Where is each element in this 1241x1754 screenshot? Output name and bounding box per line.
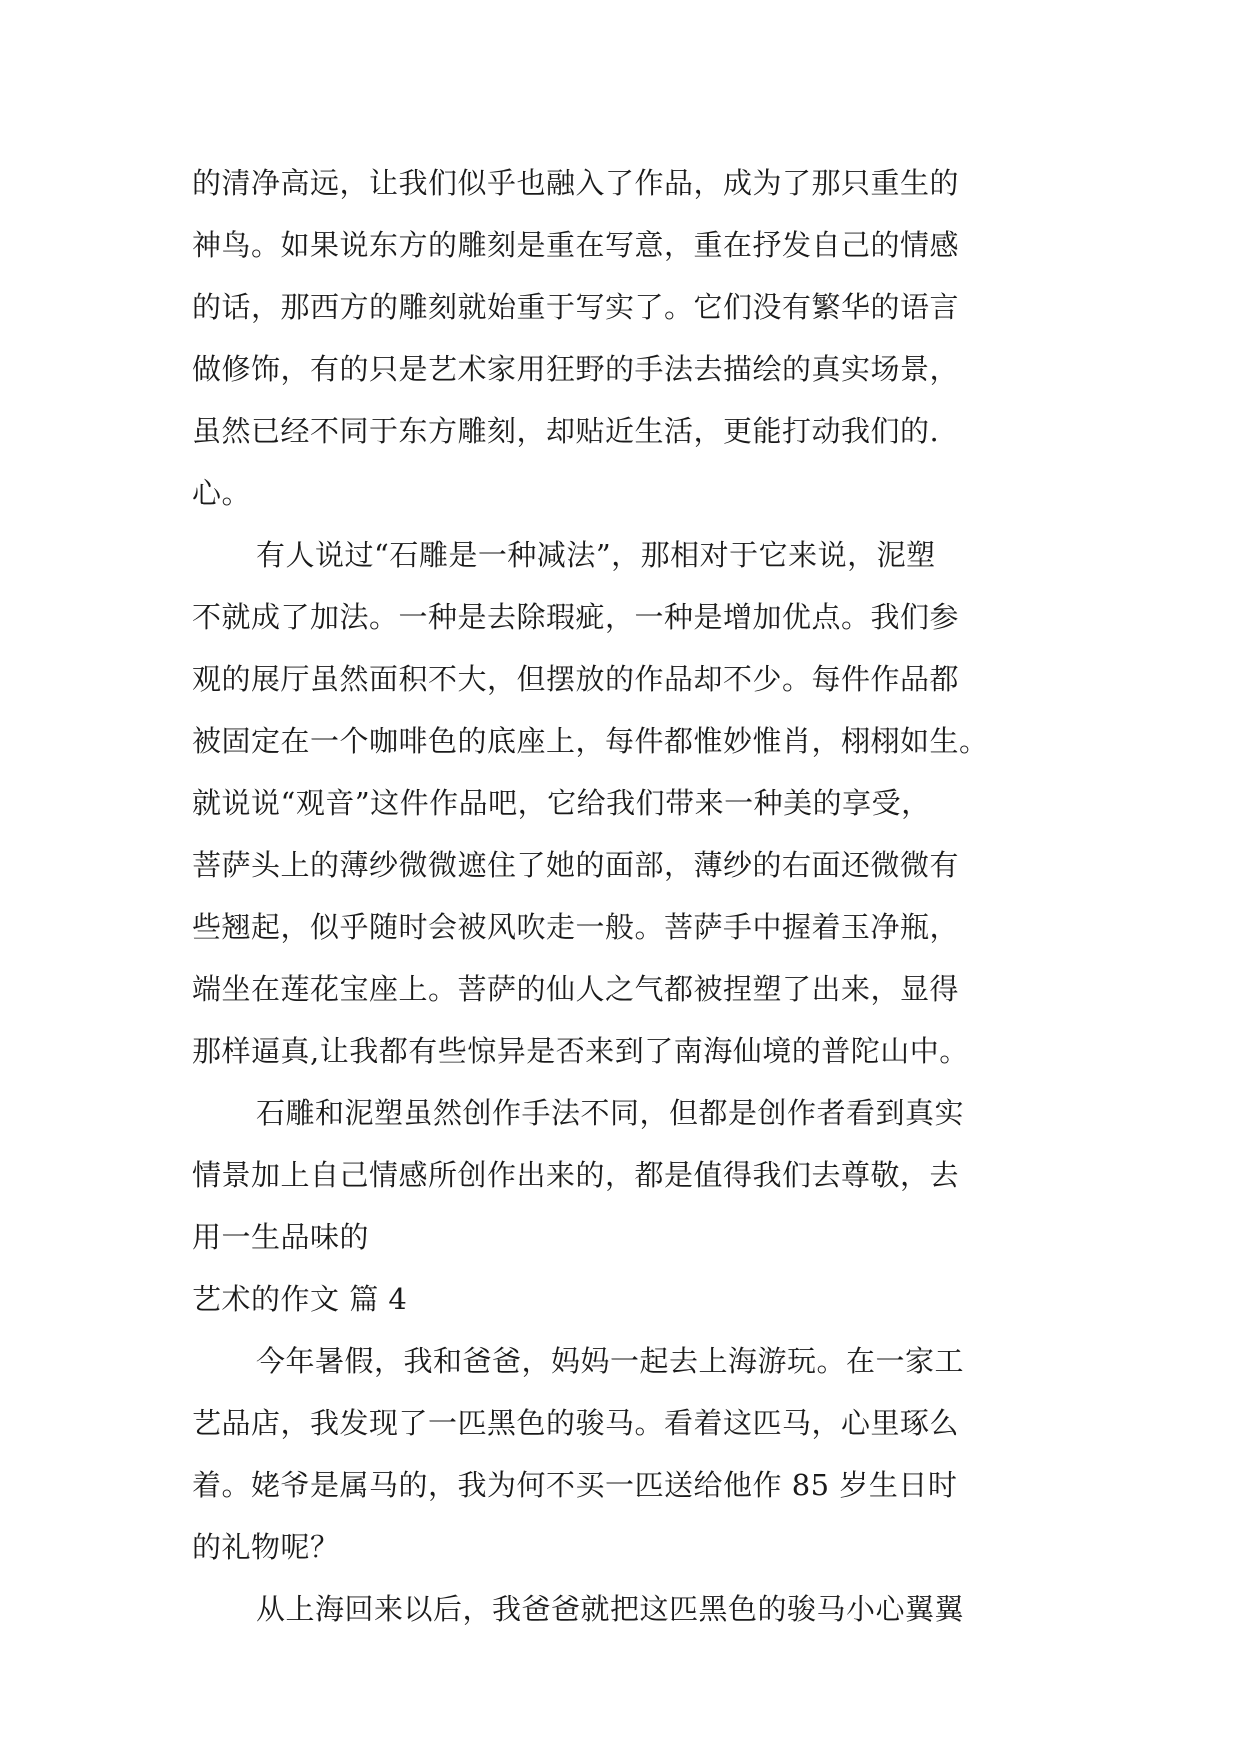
text-line: 不就成了加法。一种是去除瑕疵，一种是增加优点。我们参	[192, 600, 960, 634]
text-line: 情景加上自己情感所创作出来的，都是值得我们去尊敬，去	[192, 1158, 960, 1192]
text-line: 从上海回来以后，我爸爸就把这匹黑色的骏马小心翼翼	[256, 1592, 965, 1626]
text-line: 就说说“观音”这件作品吧，它给我们带来一种美的享受，	[192, 786, 931, 820]
text-line: 有人说过“石雕是一种减法”，那相对于它来说，泥塑	[256, 538, 936, 572]
text-line: 的清净高远，让我们似乎也融入了作品，成为了那只重生的	[192, 166, 960, 200]
text-line: 艺品店，我发现了一匹黑色的骏马。看着这匹马，心里琢么	[192, 1406, 960, 1440]
text-line: 神鸟。如果说东方的雕刻是重在写意，重在抒发自己的情感	[192, 228, 960, 262]
text-line: 虽然已经不同于东方雕刻，却贴近生活，更能打动我们的.	[192, 414, 940, 448]
text-line: 心。	[192, 476, 252, 510]
text-line: 的礼物呢？	[192, 1530, 340, 1564]
text-line: 今年暑假，我和爸爸，妈妈一起去上海游玩。在一家工	[256, 1344, 965, 1378]
text-line: 石雕和泥塑虽然创作手法不同，但都是创作者看到真实	[256, 1096, 965, 1130]
text-line: 那样逼真,让我都有些惊异是否来到了南海仙境的普陀山中。	[192, 1034, 969, 1068]
text-line: 菩萨头上的薄纱微微遮住了她的面部，薄纱的右面还微微有	[192, 848, 960, 882]
text-line: 被固定在一个咖啡色的底座上，每件都惟妙惟肖，栩栩如生。	[192, 724, 989, 758]
text-line: 端坐在莲花宝座上。菩萨的仙人之气都被捏塑了出来，显得	[192, 972, 960, 1006]
text-line: 的话，那西方的雕刻就始重于写实了。它们没有繁华的语言	[192, 290, 960, 324]
text-line: 用一生品味的	[192, 1220, 370, 1254]
section-heading: 艺术的作文 篇 4	[192, 1282, 408, 1316]
text-line: 着。姥爷是属马的，我为何不买一匹送给他作 85 岁生日时	[192, 1468, 958, 1502]
text-line: 些翘起，似乎随时会被风吹走一般。菩萨手中握着玉净瓶，	[192, 910, 960, 944]
text-line: 做修饰，有的只是艺术家用狂野的手法去描绘的真实场景，	[192, 352, 960, 386]
text-line: 观的展厅虽然面积不大，但摆放的作品却不少。每件作品都	[192, 662, 960, 696]
